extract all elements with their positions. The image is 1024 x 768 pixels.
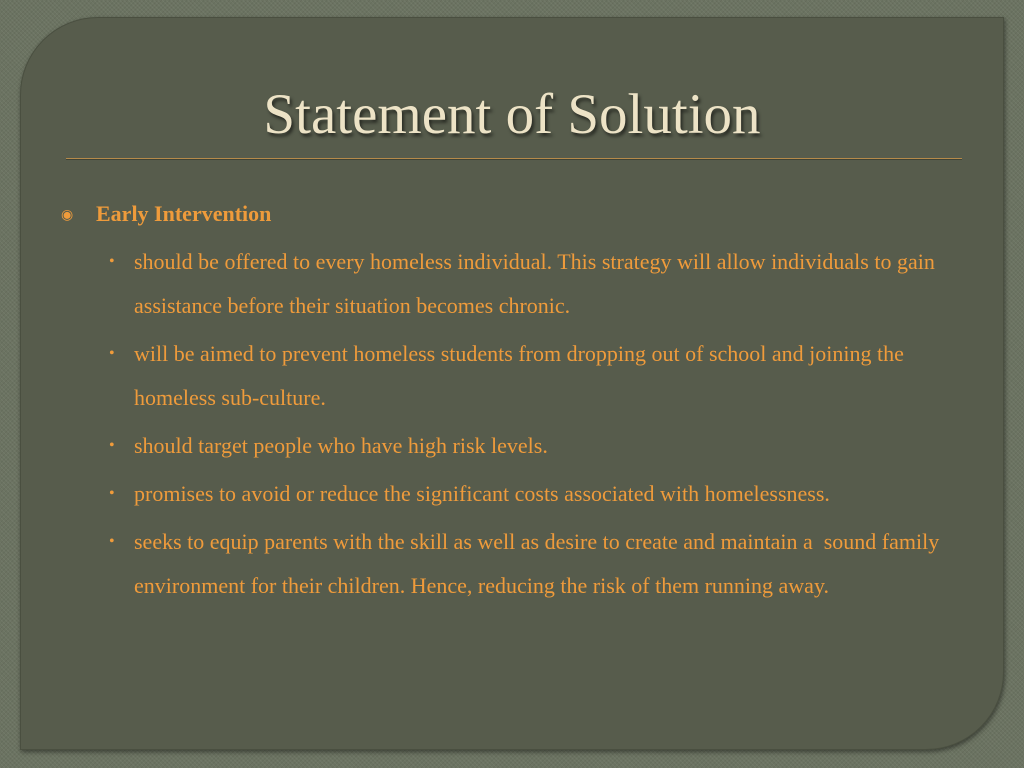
list-item-text: will be aimed to prevent homeless students from dropping out of school and joining the homeless sub-culture. [134, 341, 910, 410]
list-item [108, 472, 948, 516]
list-item-text: seeks to equip parents with the skill as well as desire to create and maintain a sound family environment for their children. Hence, reducing the risk of them running away. [134, 529, 945, 598]
bullet-dot-icon: • [109, 485, 115, 502]
slide-title: Statement of Solution [263, 83, 761, 146]
heading-label: Early Intervention [96, 201, 272, 226]
bullet-dot-icon: • [109, 533, 115, 550]
bullet-dot-icon: • [109, 345, 115, 362]
list-item [108, 520, 948, 608]
title-divider [66, 158, 962, 160]
bullet-dot-icon: • [109, 253, 115, 270]
bullet-dot-icon: • [109, 437, 115, 454]
list-item [108, 332, 948, 420]
list-item-text: should be offered to every homeless individual. This strategy will allow individuals to gain assistance before their situation becomes chronic. [134, 249, 941, 318]
bullet-heading [60, 194, 960, 238]
circled-dot-icon: ◉ [61, 208, 74, 223]
slide-content [60, 194, 960, 612]
sub-bullet-list [60, 240, 960, 608]
list-item [108, 424, 948, 468]
list-item-text: promises to avoid or reduce the significant costs associated with homelessness. [134, 481, 830, 506]
list-item-text: should target people who have high risk levels. [134, 433, 548, 458]
list-item [108, 240, 948, 328]
